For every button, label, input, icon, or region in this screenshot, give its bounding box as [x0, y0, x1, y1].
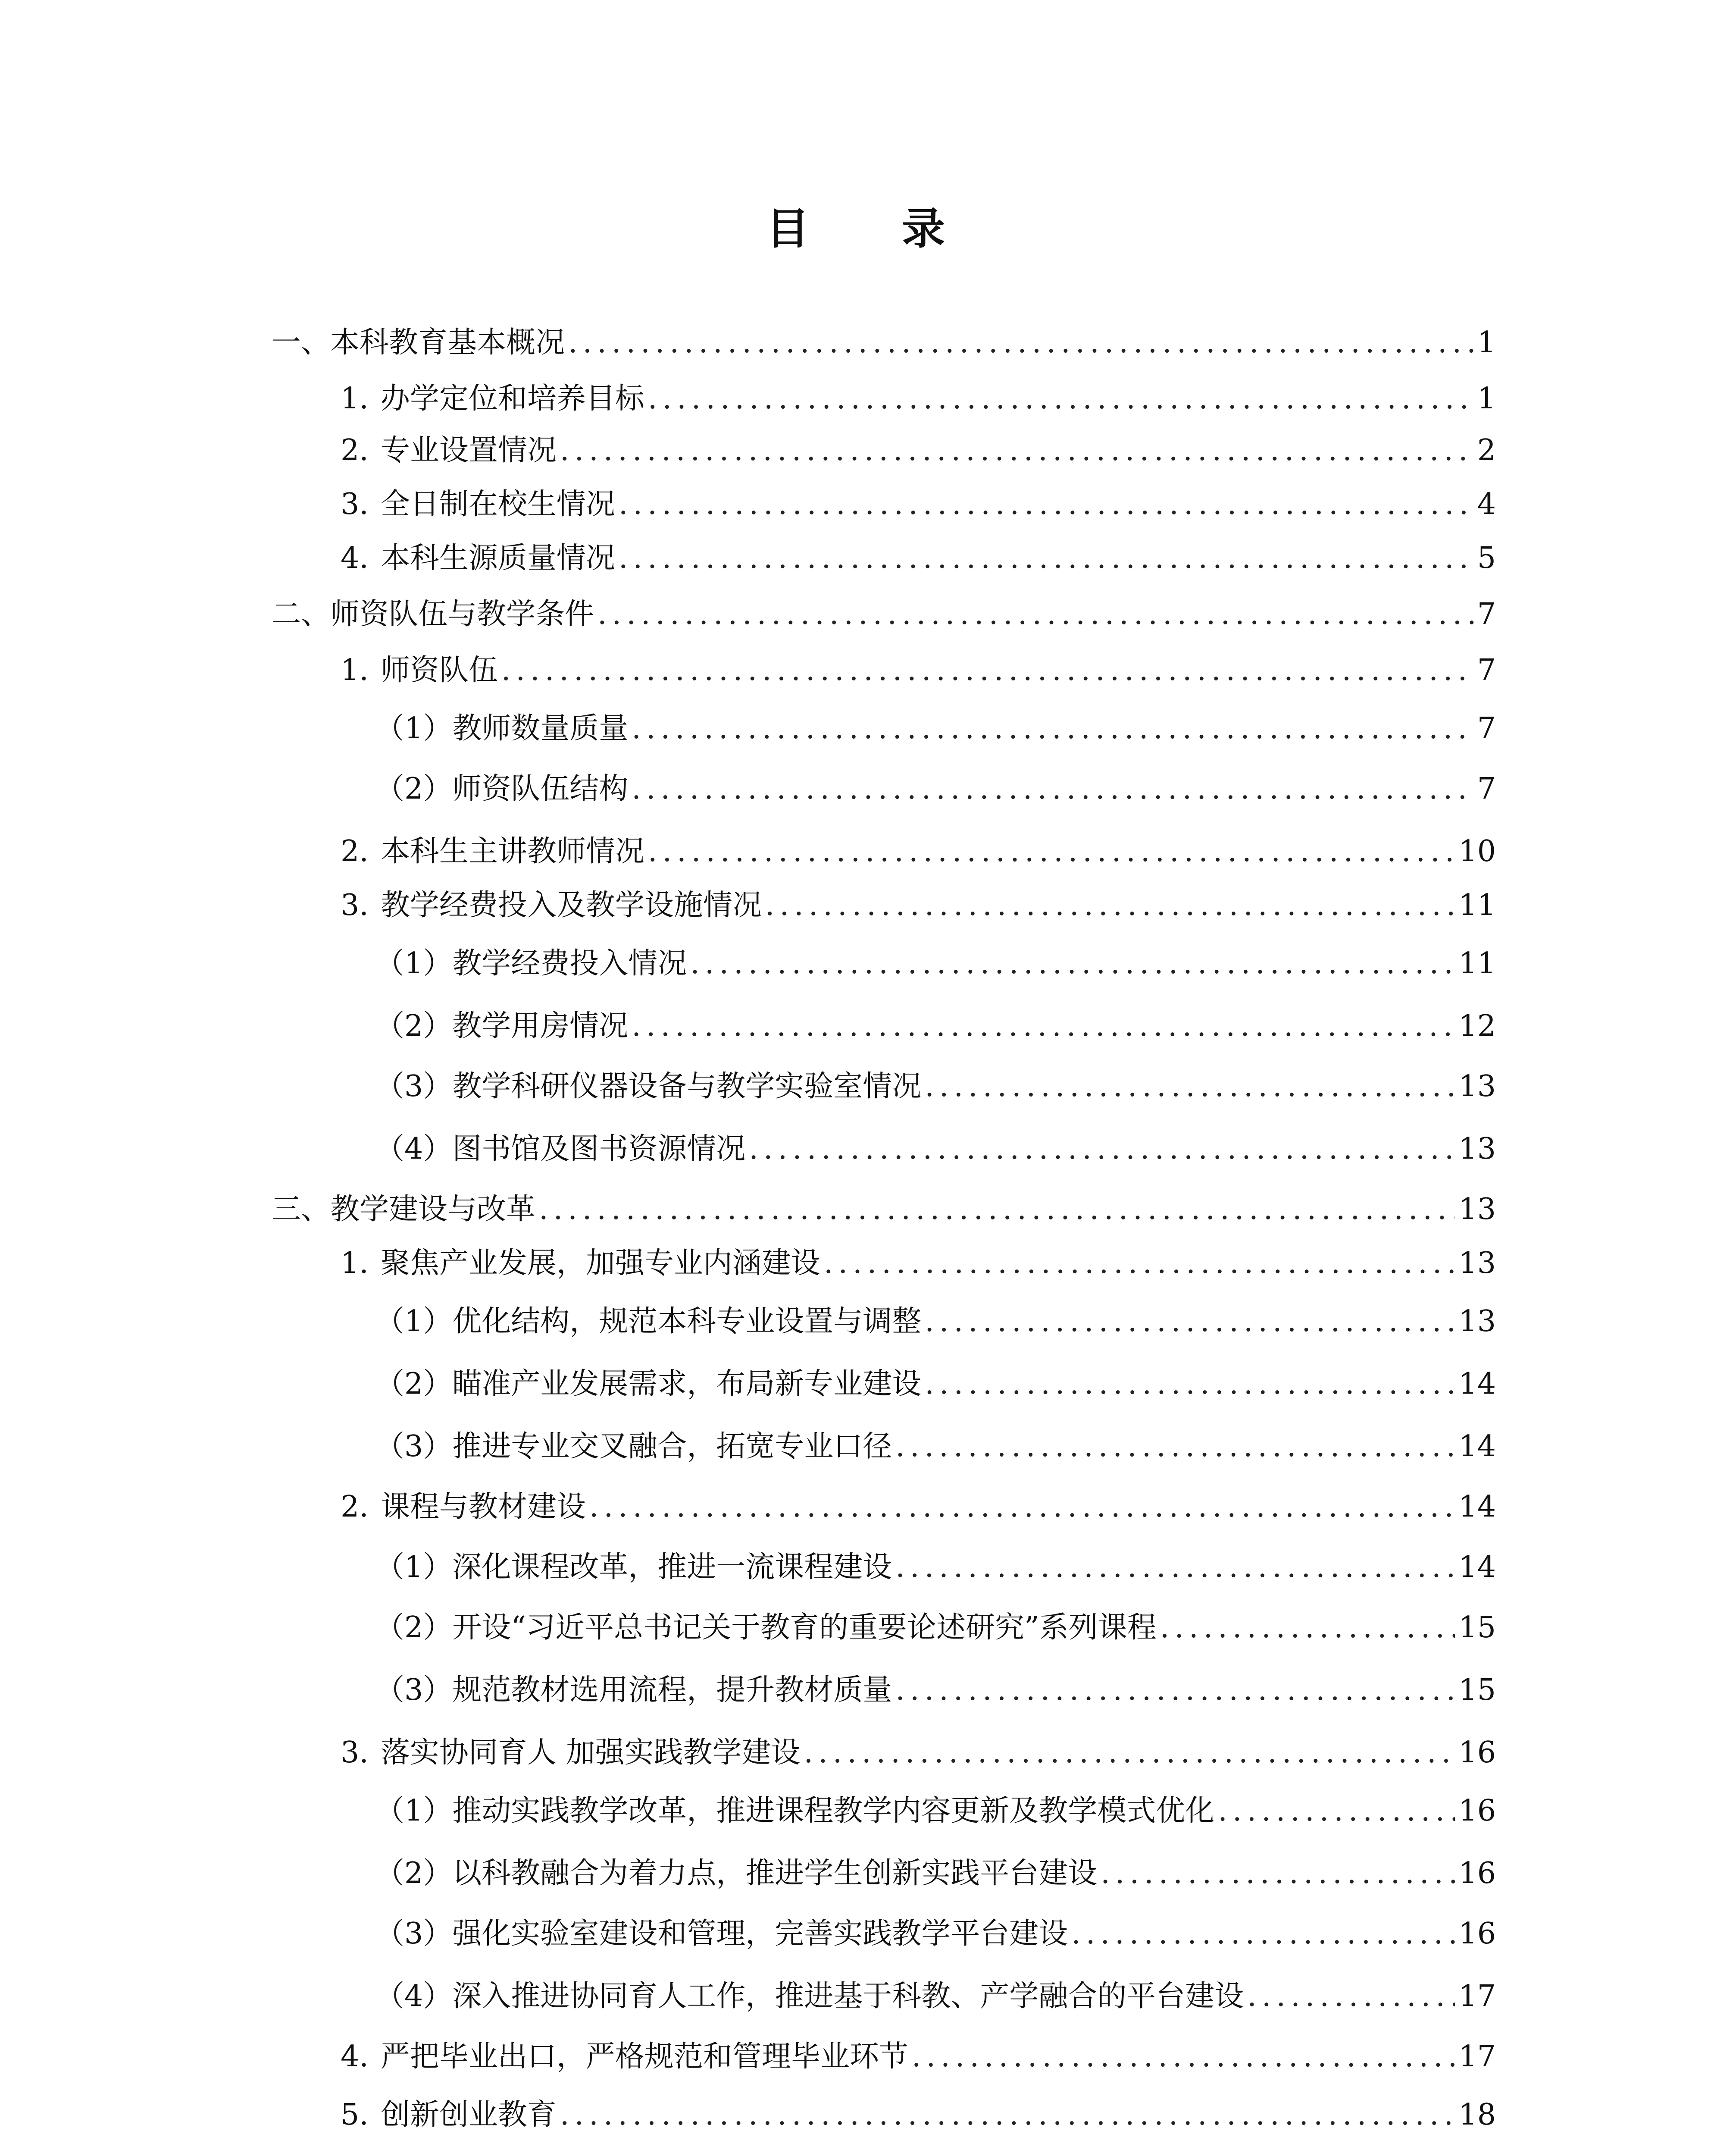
toc-entry-number: 4.: [341, 2040, 369, 2074]
toc-entry-page-number: 18: [1458, 2098, 1496, 2132]
toc-entry-page-number: 13: [1458, 1246, 1496, 1280]
toc-entry-number: （2）: [375, 1009, 453, 1043]
toc-entry-page-number: 4: [1477, 487, 1496, 521]
toc-dot-leader: [804, 1729, 1455, 1777]
toc-entry-page-number: 1: [1477, 382, 1496, 416]
toc-entry-title: 优化结构，规范本科专业设置与调整: [452, 1304, 922, 1338]
toc-entry-page-number: 2: [1477, 433, 1496, 467]
toc-entry[interactable]: [272, 319, 1496, 367]
toc-dot-leader: [895, 1544, 1455, 1591]
toc-entry-number: （2）: [375, 1367, 453, 1401]
toc-entry-title: 办学定位和培养目标: [380, 382, 644, 416]
toc-entry-page-number: 13: [1458, 1304, 1496, 1338]
toc-entry-title: 教师数量质量: [452, 711, 629, 746]
toc-entry[interactable]: [272, 705, 1496, 752]
toc-entry-title: 强化实验室建设和管理，完善实践教学平台建设: [452, 1917, 1068, 1951]
toc-entry-number: 2.: [341, 433, 369, 467]
toc-entry-number: 2.: [341, 834, 369, 868]
toc-entry-number: 1.: [341, 382, 369, 416]
toc-entry-page-number: 13: [1458, 1192, 1496, 1226]
toc-entry-number: 1.: [341, 653, 369, 687]
toc-entry-number: （2）: [375, 1856, 453, 1890]
toc-dot-leader: [912, 2033, 1455, 2081]
toc-dot-leader: [1218, 1787, 1455, 1835]
toc-entry[interactable]: [272, 481, 1496, 528]
toc-entry-title: 图书馆及图书资源情况: [452, 1132, 746, 1166]
toc-dot-leader: [925, 1298, 1455, 1345]
toc-entry[interactable]: [272, 765, 1496, 813]
toc-dot-leader: [501, 647, 1474, 694]
toc-entry-title: 师资队伍与教学条件: [330, 597, 594, 631]
toc-dot-leader: [690, 940, 1455, 987]
toc-entry-page-number: 1: [1477, 326, 1496, 360]
toc-entry-number: 5.: [341, 2098, 369, 2132]
toc-entry-title: 课程与教材建设: [380, 1490, 586, 1524]
toc-entry-number: 3.: [341, 1736, 369, 1770]
toc-entry[interactable]: [272, 1850, 1496, 1897]
toc-entry-page-number: 13: [1458, 1132, 1496, 1166]
toc-dot-leader: [632, 705, 1473, 752]
toc-entry-title: 本科生源质量情况: [380, 541, 615, 575]
toc-dot-leader: [560, 2091, 1455, 2139]
toc-dot-leader: [648, 375, 1474, 423]
toc-entry-title: 教学建设与改革: [330, 1192, 536, 1226]
toc-entry-number: （4）: [375, 1979, 453, 2013]
toc-entry-number: （1）: [375, 1550, 453, 1584]
toc-entry-page-number: 14: [1458, 1367, 1496, 1401]
toc-entry-title: 师资队伍结构: [452, 772, 629, 806]
toc-entry-title: 教学经费投入情况: [452, 946, 687, 981]
toc-entry-title: 规范教材选用流程，提升教材质量: [452, 1673, 892, 1707]
toc-entry-page-number: 12: [1458, 1009, 1496, 1043]
toc-entry-title: 全日制在校生情况: [380, 487, 615, 521]
toc-entry-number: （1）: [375, 946, 453, 981]
toc-dot-leader: [632, 765, 1473, 813]
toc-entry-title: 瞄准产业发展需求，布局新专业建设: [452, 1367, 922, 1401]
toc-entry-number: （1）: [375, 1794, 453, 1828]
toc-entry[interactable]: [272, 1240, 1496, 1287]
toc-entry[interactable]: [272, 1063, 1496, 1110]
toc-entry-page-number: 7: [1477, 711, 1496, 746]
toc-entry[interactable]: [272, 427, 1496, 474]
toc-dot-leader: [632, 1003, 1455, 1050]
toc-title: 目 录: [766, 203, 984, 254]
toc-dot-leader: [824, 1240, 1455, 1287]
toc-entry-number: 三、: [272, 1192, 331, 1226]
toc-entry[interactable]: [272, 1787, 1496, 1835]
toc-entry-page-number: 7: [1477, 772, 1496, 806]
toc-dot-leader: [1071, 1910, 1455, 1958]
toc-entry[interactable]: [272, 647, 1496, 694]
toc-dot-leader: [765, 882, 1455, 929]
toc-entry[interactable]: [272, 1604, 1496, 1651]
toc-dot-leader: [925, 1063, 1455, 1110]
toc-entry[interactable]: [272, 1544, 1496, 1591]
toc-entry-title: 开设“习近平总书记关于教育的重要论述研究”系列课程: [452, 1611, 1157, 1645]
toc-entry-title: 深化课程改革，推进一流课程建设: [452, 1550, 892, 1584]
toc-entry-title: 推进专业交叉融合，拓宽专业口径: [452, 1429, 892, 1463]
toc-dot-leader: [560, 427, 1474, 474]
toc-entry-page-number: 13: [1458, 1069, 1496, 1103]
toc-entry-number: 2.: [341, 1490, 369, 1524]
toc-entry-number: （3）: [375, 1673, 453, 1707]
toc-entry-page-number: 15: [1458, 1673, 1496, 1707]
toc-entry-title: 创新创业教育: [380, 2098, 557, 2132]
toc-entry-number: 3.: [341, 487, 369, 521]
toc-dot-leader: [895, 1423, 1455, 1470]
toc-entry[interactable]: [272, 375, 1496, 423]
toc-entry[interactable]: [272, 940, 1496, 987]
toc-entry-number: 3.: [341, 888, 369, 922]
toc-entry[interactable]: [272, 1360, 1496, 1408]
toc-entry-page-number: 14: [1458, 1490, 1496, 1524]
toc-entry-page-number: 7: [1477, 653, 1496, 687]
toc-entry-page-number: 7: [1477, 597, 1496, 631]
toc-entry-title: 本科教育基本概况: [330, 326, 565, 360]
toc-entry-number: （3）: [375, 1069, 453, 1103]
toc-entry-number: （3）: [375, 1917, 453, 1951]
toc-entry-number: （4）: [375, 1132, 453, 1166]
toc-entry[interactable]: [272, 1667, 1496, 1714]
toc-entry-page-number: 14: [1458, 1429, 1496, 1463]
toc-entry-page-number: 11: [1458, 946, 1496, 981]
toc-dot-leader: [539, 1186, 1455, 1233]
toc-entry[interactable]: [272, 1423, 1496, 1470]
toc-entry[interactable]: [272, 1186, 1496, 1233]
toc-entry-page-number: 16: [1458, 1856, 1496, 1890]
toc-dot-leader: [895, 1667, 1455, 1714]
toc-entry[interactable]: [272, 535, 1496, 582]
toc-entry[interactable]: [272, 1125, 1496, 1173]
toc-entry-number: （3）: [375, 1429, 453, 1463]
toc-entry-number: （2）: [375, 1611, 453, 1645]
toc-entry[interactable]: [272, 1003, 1496, 1050]
toc-entry-page-number: 15: [1458, 1611, 1496, 1645]
toc-entry-number: 一、: [272, 326, 331, 360]
toc-entry-page-number: 5: [1477, 541, 1496, 575]
toc-entry[interactable]: [272, 1298, 1496, 1345]
toc-dot-leader: [648, 828, 1455, 875]
toc-entry-page-number: 17: [1458, 2040, 1496, 2074]
toc-dot-leader: [619, 481, 1474, 528]
toc-dot-leader: [619, 535, 1474, 582]
toc-entry-page-number: 16: [1458, 1917, 1496, 1951]
toc-entry-number: （2）: [375, 772, 453, 806]
toc-entry[interactable]: [272, 2033, 1496, 2081]
toc-entry-page-number: 16: [1458, 1794, 1496, 1828]
toc-dot-leader: [589, 1483, 1455, 1531]
toc-entry[interactable]: [272, 2091, 1496, 2139]
toc-dot-leader: [1247, 1973, 1455, 2020]
toc-entry-title: 教学科研仪器设备与教学实验室情况: [452, 1069, 922, 1103]
toc-entry-number: （1）: [375, 711, 453, 746]
toc-entry-page-number: 17: [1458, 1979, 1496, 2013]
table-of-contents: [272, 0, 1496, 2156]
toc-entry[interactable]: [272, 1910, 1496, 1958]
toc-entry-page-number: 10: [1458, 834, 1496, 868]
toc-entry-title: 推动实践教学改革，推进课程教学内容更新及教学模式优化: [452, 1794, 1215, 1828]
toc-entry[interactable]: [272, 828, 1496, 875]
toc-entry-page-number: 11: [1458, 888, 1496, 922]
toc-entry-page-number: 14: [1458, 1550, 1496, 1584]
toc-entry[interactable]: [272, 1729, 1496, 1777]
toc-dot-leader: [749, 1125, 1455, 1173]
toc-dot-leader: [568, 319, 1474, 367]
toc-dot-leader: [1160, 1604, 1455, 1651]
toc-entry-title: 落实协同育人 加强实践教学建设: [380, 1736, 801, 1770]
toc-dot-leader: [1101, 1850, 1455, 1897]
toc-entry-title: 聚焦产业发展，加强专业内涵建设: [380, 1246, 820, 1280]
toc-entry-number: 4.: [341, 541, 369, 575]
toc-entry-title: 教学用房情况: [452, 1009, 629, 1043]
toc-entry[interactable]: [272, 1973, 1496, 2020]
toc-entry-title: 以科教融合为着力点，推进学生创新实践平台建设: [452, 1856, 1098, 1890]
toc-entry-title: 师资队伍: [380, 653, 498, 687]
toc-entry-page-number: 16: [1458, 1736, 1496, 1770]
toc-entry-number: 二、: [272, 597, 331, 631]
toc-entry-title: 本科生主讲教师情况: [380, 834, 644, 868]
toc-entry-title: 教学经费投入及教学设施情况: [380, 888, 762, 922]
toc-entry[interactable]: [272, 591, 1496, 638]
toc-entry-number: 1.: [341, 1246, 369, 1280]
toc-entry-title: 深入推进协同育人工作，推进基于科教、产学融合的平台建设: [452, 1979, 1244, 2013]
toc-entry[interactable]: [272, 882, 1496, 929]
toc-entry-title: 严把毕业出口，严格规范和管理毕业环节: [380, 2040, 908, 2074]
toc-entry-title: 专业设置情况: [380, 433, 557, 467]
toc-entry[interactable]: [272, 1483, 1496, 1531]
toc-entry-number: （1）: [375, 1304, 453, 1338]
toc-dot-leader: [925, 1360, 1455, 1408]
toc-dot-leader: [597, 591, 1474, 638]
